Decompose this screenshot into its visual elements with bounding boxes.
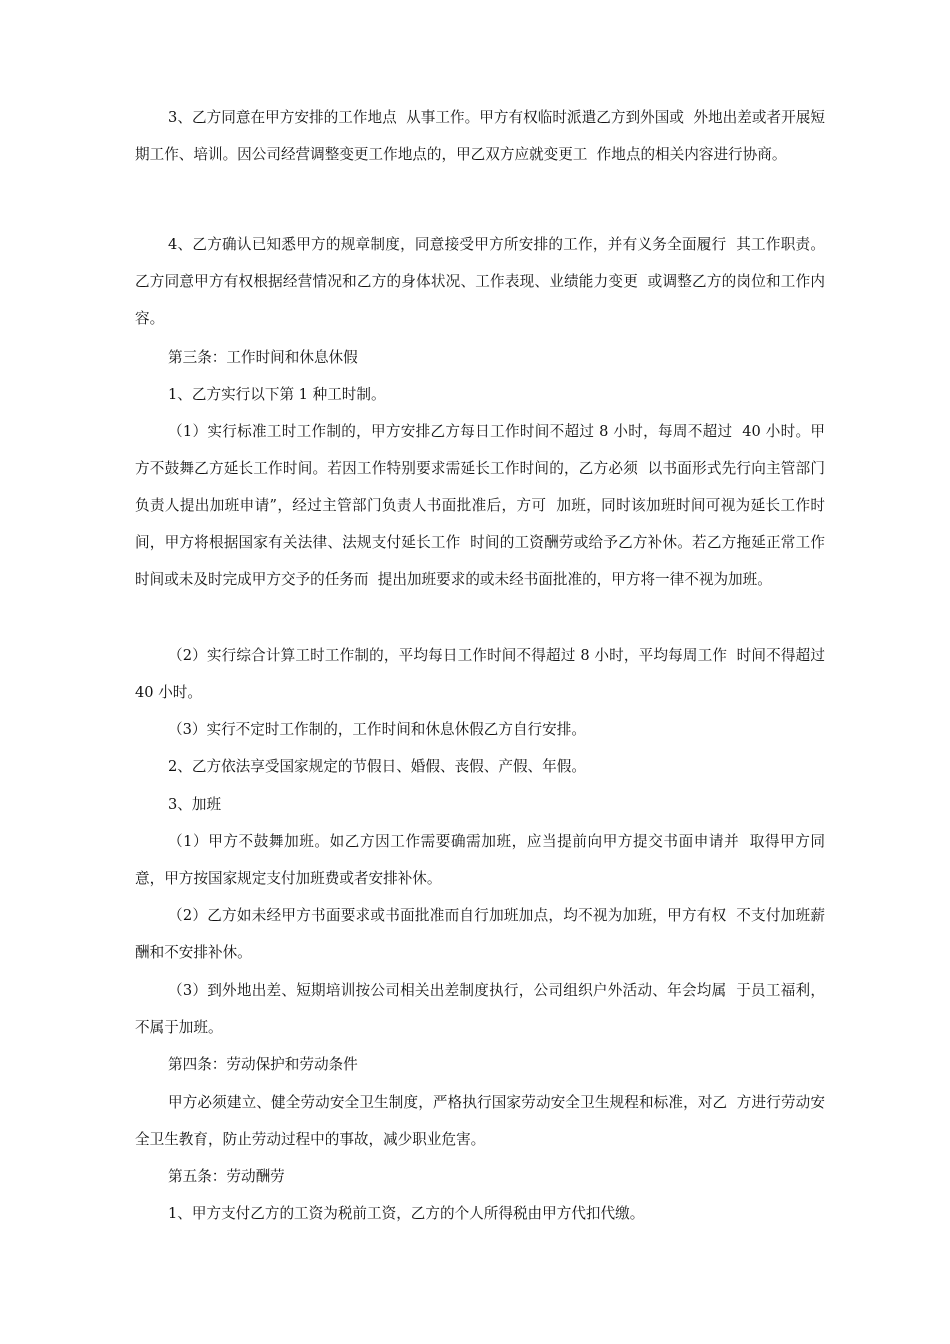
paragraph-pretax-salary: 1、甲方支付乙方的工资为税前工资，乙方的个人所得税由甲方代扣代缴。	[168, 1205, 645, 1222]
paragraph-overtime-heading: 3、加班	[168, 796, 222, 813]
paragraph-business-trip: （3）到外地出差、短期培训按公司相关出差制度执行，公司组织户外活动、年会均属 于员工福利，不属于加班。	[135, 982, 825, 1036]
paragraph-holidays: 2、乙方依法享受国家规定的节假日、婚假、丧假、产假、年假。	[168, 758, 586, 775]
paragraph-rules-acknowledgement: 4、乙方确认已知悉甲方的规章制度，同意接受甲方所安排的工作，并有义务全面履行 其工作职责。乙方同意甲方有权根据经营情况和乙方的身体状况、工作表现、业绩能力变更 或调整乙方的岗位和工作内容。	[135, 236, 825, 327]
paragraph-unapproved-overtime: （2）乙方如未经甲方书面要求或书面批准而自行加班加点，均不视为加班，甲方有权 不支付加班薪酬和不安排补休。	[135, 907, 825, 961]
paragraph-standard-hours: （1）实行标准工时工作制的，甲方安排乙方每日工作时间不超过 8 小时，每周不超过 40 小时。甲方不鼓舞乙方延长工作时间。若因工作特别要求需延长工作时间的，乙方必须 以书面形式先行向主管部门负责人提出加班申请”，经过主管部门负责人书面批准后，方可 加班，同时该加班时间可视为延长工作时间，甲方将根据国家有关法律、法规支付延长工作 时间的工资酬劳或给予乙方补休。若乙方拖延正常工作时间或未及时完成甲方交予的任务而 提出加班要求的或未经书面批准的，甲方将一律不视为加班。	[135, 423, 825, 588]
paragraph-comprehensive-hours: （2）实行综合计算工时工作制的，平均每日工作时间不得超过 8 小时，平均每周工作 时间不得超过 40 小时。	[135, 647, 830, 701]
paragraph-work-hour-system: 1、乙方实行以下第 1 种工时制。	[168, 386, 386, 403]
paragraph-labor-protection: 甲方必须建立、健全劳动安全卫生制度，严格执行国家劳动安全卫生规程和标准，对乙 方进行劳动安全卫生教育，防止劳动过程中的事故，减少职业危害。	[135, 1094, 825, 1148]
article-3-heading: 第三条：工作时间和休息休假	[168, 349, 358, 366]
article-5-heading: 第五条：劳动酬劳	[168, 1168, 285, 1185]
paragraph-work-location: 3、乙方同意在甲方安排的工作地点 从事工作。甲方有权临时派遣乙方到外国或 外地出差或者开展短期工作、培训。因公司经营调整变更工作地点的，甲乙双方应就变更工 作地点的相关内容进行协商。	[135, 109, 825, 163]
paragraph-overtime-application: （1）甲方不鼓舞加班。如乙方因工作需要确需加班，应当提前向甲方提交书面申请并 取得甲方同意，甲方按国家规定支付加班费或者安排补休。	[135, 833, 825, 887]
article-4-heading: 第四条：劳动保护和劳动条件	[168, 1056, 358, 1073]
paragraph-flexible-hours: （3）实行不定时工作制的，工作时间和休息休假乙方自行安排。	[168, 721, 586, 738]
